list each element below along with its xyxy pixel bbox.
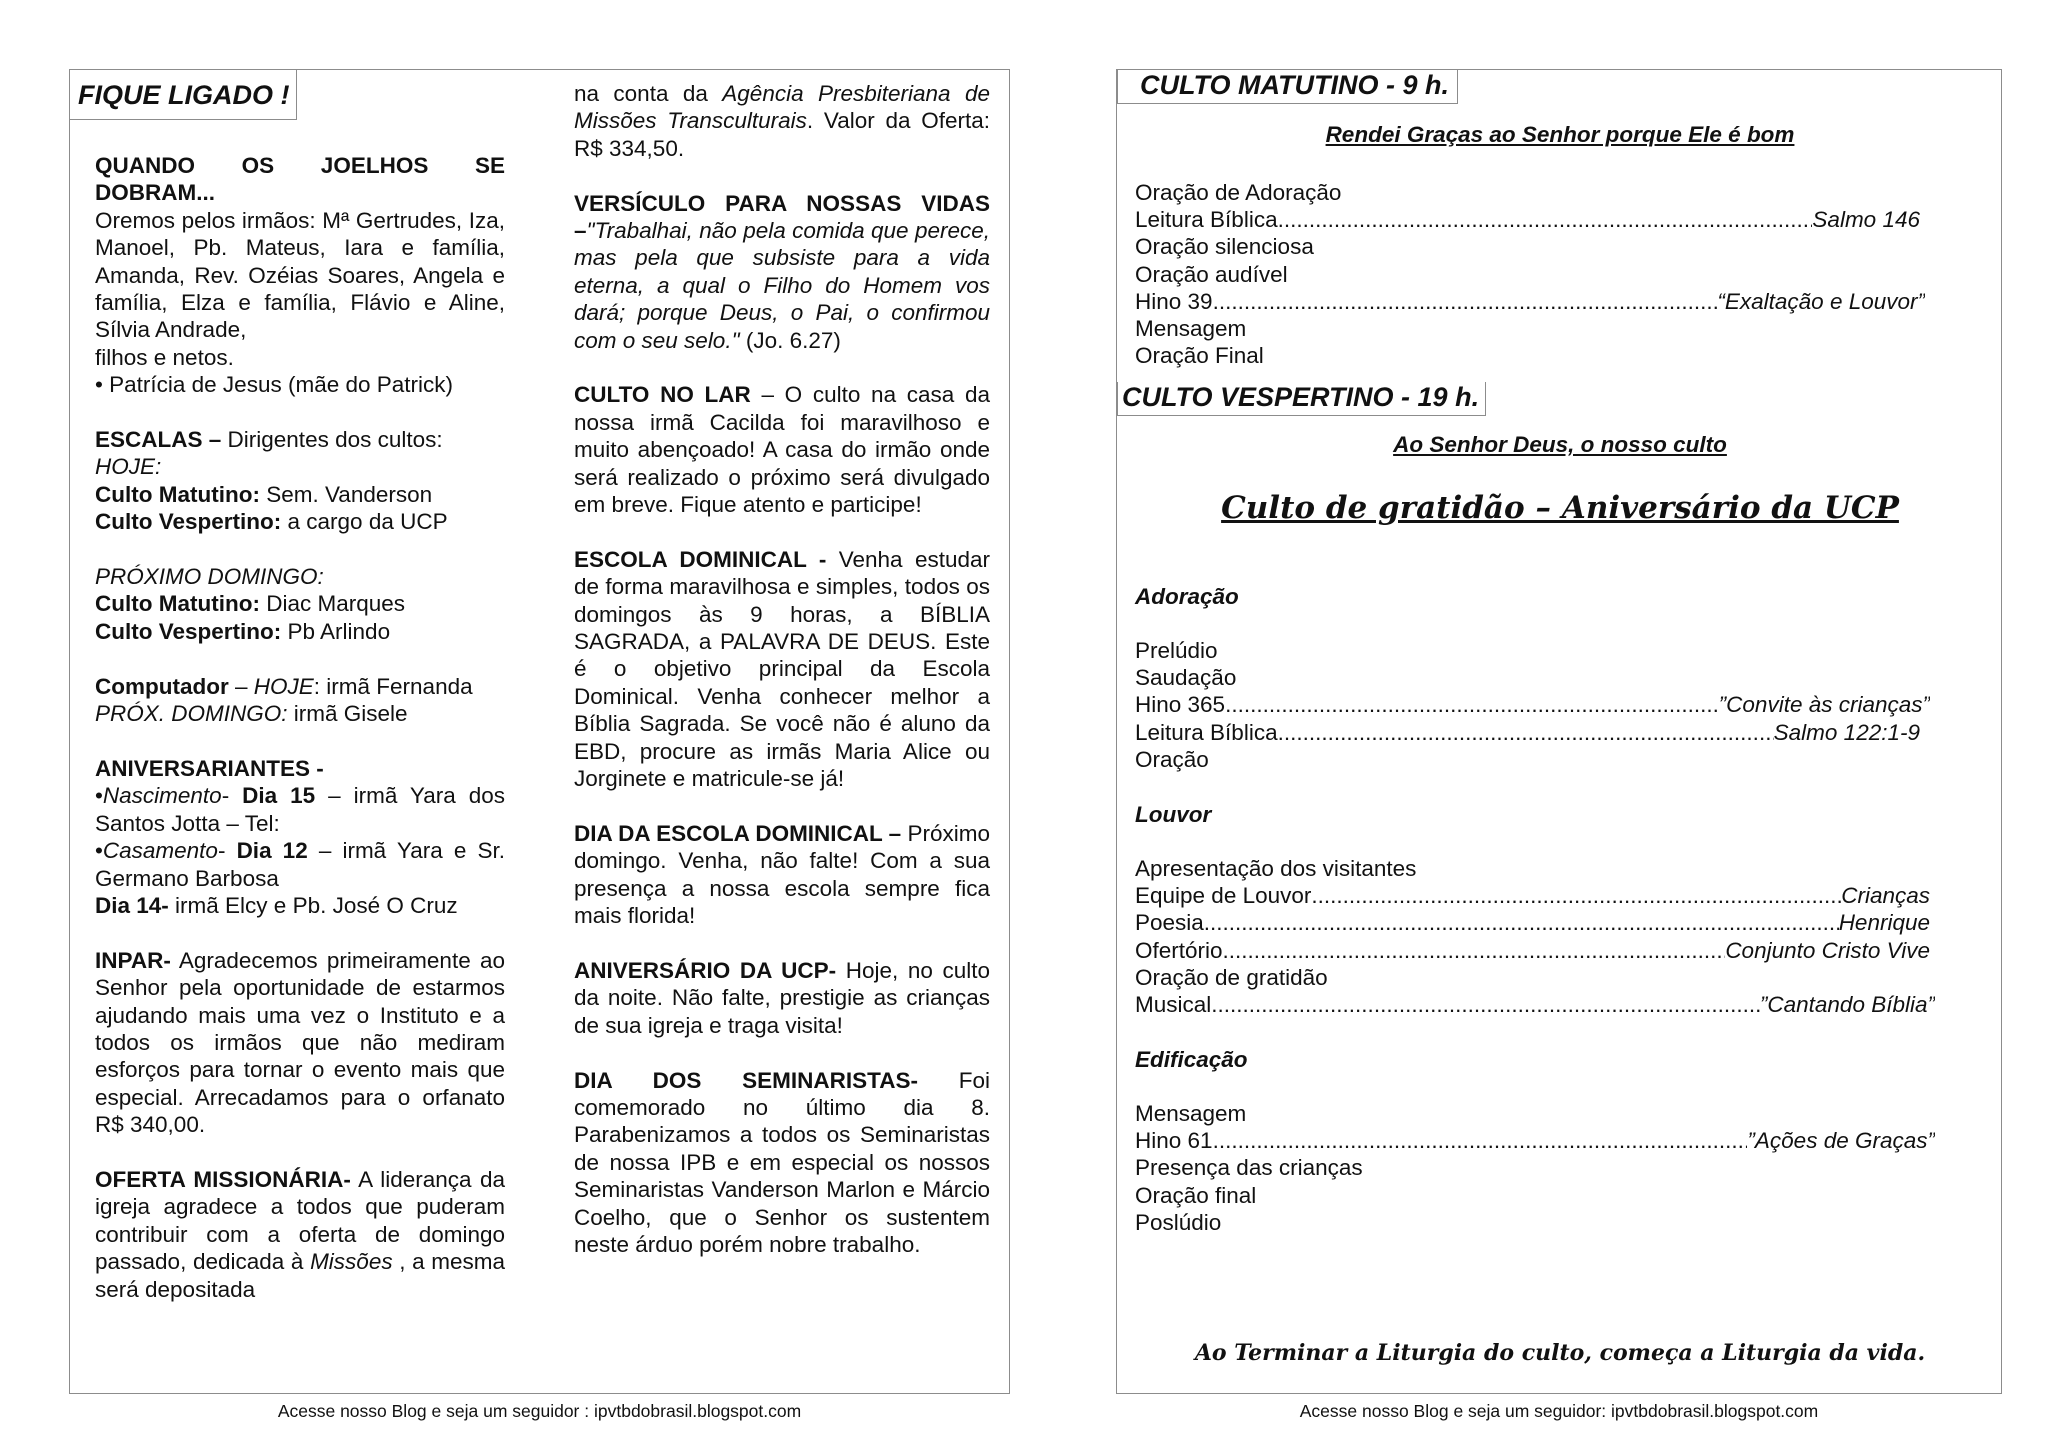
liturgy-item bbox=[1135, 1209, 1945, 1236]
liturgy-item-label: Hino 61 bbox=[1135, 1128, 1213, 1154]
left-column-2 bbox=[574, 80, 990, 1258]
liturgy-item-value: ”Cantando Bíblia” bbox=[1759, 992, 1935, 1018]
seminaristas-text: Foi comemorado no último dia 8. Parabenizamos a todos os Seminaristas de nossa IPB e em especial os nossos Seminaristas Vanderson Marlon e Márcio Coelho, que o Senhor os sustentem neste árduo porém nobre trabalho. bbox=[574, 1067, 990, 1257]
oferta-title: OFERTA MISSIONÁRIA- bbox=[95, 1166, 351, 1192]
liturgy-item bbox=[1135, 937, 1930, 964]
left-footer: Acesse nosso Blog e seja um seguidor : ipvtbdobrasil.blogspot.com bbox=[277, 1401, 802, 1421]
aniversariantes-title: ANIVERSARIANTES - bbox=[95, 755, 324, 781]
leader-dots bbox=[1311, 882, 1841, 909]
oferta-cont2: . Valor da Oferta: R$ 334,50. bbox=[574, 108, 990, 161]
vespertino-subtitle: Ao Senhor Deus, o nosso culto bbox=[1393, 432, 1727, 457]
dia-escola-text: Próximo domingo. Venha, não falte! Com a sua presença a nossa escola sempre fica mais florida! bbox=[574, 820, 990, 929]
leader-dots bbox=[1278, 719, 1774, 746]
liturgy-item bbox=[1135, 233, 1945, 260]
liturgy-item-label: Presença das crianças bbox=[1135, 1155, 1363, 1181]
culto-lar-text: – O culto na casa da nossa irmã Cacilda foi maravilhoso e muito abençoado! A casa do irmão onde será realizado o próximo será divulgado em breve. Fique atento e participe! bbox=[574, 382, 991, 518]
versiculo-ref: (Jo. 6.27) bbox=[739, 327, 841, 353]
liturgy-item-label: Oração de Adoração bbox=[1135, 180, 1342, 205]
liturgy-item-value: ”Convite às crianças” bbox=[1718, 692, 1930, 718]
liturgy-item bbox=[1135, 342, 1945, 369]
leader-dots bbox=[1213, 1127, 1748, 1154]
right-panel bbox=[1116, 69, 2002, 1394]
joelhos-title: QUANDO OS JOELHOS SE DOBRAM... bbox=[95, 153, 505, 206]
liturgy-item bbox=[1135, 746, 1945, 773]
seminaristas-title: DIA DOS SEMINARISTAS- bbox=[574, 1067, 918, 1093]
vespertino-prox: Pb Arlindo bbox=[281, 618, 391, 644]
dia-escola-title: DIA DA ESCOLA DOMINICAL – bbox=[574, 820, 902, 846]
liturgy-item-value: Salmo 122:1-9 bbox=[1773, 719, 1920, 745]
oferta-missoes: Missões bbox=[310, 1249, 393, 1275]
liturgy-item-label: Oração Final bbox=[1135, 343, 1264, 369]
versiculo-title: VERSÍCULO PARA NOSSAS VIDAS – bbox=[574, 190, 990, 244]
ucp-text: Hoje, no culto da noite. Não falte, prestigie as crianças de sua igreja e traga visita! bbox=[574, 957, 990, 1038]
liturgy-item-label: Hino 365 bbox=[1135, 692, 1226, 718]
liturgy-item bbox=[1135, 664, 1945, 691]
cas-day: Dia 12 bbox=[236, 838, 308, 864]
liturgy-item bbox=[1135, 637, 1945, 664]
computador-hoje-rest: : irmã Fernanda bbox=[313, 673, 473, 699]
liturgy-item-label: Musical bbox=[1135, 992, 1212, 1018]
liturgy-item-label: Oração silenciosa bbox=[1135, 234, 1314, 260]
liturgy-item bbox=[1135, 991, 1935, 1018]
d14: Dia 14- bbox=[95, 892, 169, 918]
nasc-day: Dia 15 bbox=[242, 783, 316, 809]
leader-dots bbox=[1223, 937, 1726, 964]
liturgy-item-label: Poesia bbox=[1135, 910, 1204, 936]
closing-quote: Ao Terminar a Liturgia do culto, começa a Liturgia da vida. bbox=[1194, 1340, 1926, 1366]
liturgy-item-label: Apresentação dos visitantes bbox=[1135, 856, 1417, 881]
edificacao-list bbox=[1135, 1100, 1945, 1236]
vespertino-label-prox: Culto Vespertino: bbox=[95, 618, 282, 644]
inpar-title: INPAR- bbox=[95, 947, 171, 973]
nasc-rest: – irmã Yara dos Santos Jotta – Tel: bbox=[95, 783, 506, 836]
left-column-1: QUANDO OS JOELHOS SE DOBRAM... Oremos pelos irmãos: Mª Gertrudes, Iza, Manoel, Pb. Mateus, Iara e família, Amanda, Rev. Ozéias Soares, Angela e família, Elza e família, Flávio e Aline, Sílvia Andrade, filhos e netos. • Patrícia de Jesus (mãe do Patrick) ESCALAS – Dirigentes dos cultos: HOJE: Culto Matutino: Sem. Vanderson Culto Vespertino: a cargo da UCP PRÓXIMO DOMINGO: Culto Matutino: Diac Marques Culto Vespertino: Pb Arlindo Computador – HOJE: irmã Fernanda PRÓX. DOMINGO: irmã Gisele ANIVERSARIANTES - •Nascimento- Dia 15 – irmã Yara dos Santos Jotta – Tel: •Casamento- Dia 12 – irmã Yara e Sr. Germano Barbosa Dia 14- irmã Elcy e Pb. José O Cruz INPAR- Agradecemos primeiramente ao Senhor pela oportunidade de estarmos ajudando mais uma vez o Instituto e a todos os irmãos que não mediram esforços para tornar o evento mais que especial. Arrecadamos para o orfanato R$ 340,00. OFERTA MISSIONÁRIA- A liderança da igreja agradece a todos que puderam contribuir com a oferta de domingo passado, dedicada à Missões , a mesma será depositada bbox=[95, 153, 506, 1302]
d14-rest: irmã Elcy e Pb. José O Cruz bbox=[168, 892, 458, 918]
liturgy-item-label: Saudação bbox=[1135, 665, 1237, 691]
inpar-text: Agradecemos primeiramente ao Senhor pela oportunidade de estarmos ajudando mais uma vez o Instituto e a todos os irmãos que não mediram esforços para tornar o evento mais que especial. Arrecadamos para o orfanato R$ 340,00. bbox=[95, 947, 505, 1138]
nasc-label: Nascimento bbox=[102, 783, 222, 809]
leader-dots bbox=[1278, 206, 1813, 233]
vespertino-label: Culto Vespertino: bbox=[95, 509, 282, 535]
liturgy-item-value: Henrique bbox=[1838, 910, 1930, 936]
right-footer: Acesse nosso Blog e seja um seguidor: ipvtbdobrasil.blogspot.com bbox=[1299, 1401, 1819, 1421]
ucp-title: ANIVERSÁRIO DA UCP- bbox=[574, 957, 837, 983]
computador-hoje: HOJE bbox=[253, 673, 314, 699]
escola-title: ESCOLA DOMINICAL - bbox=[574, 546, 827, 572]
liturgy-item bbox=[1135, 882, 1930, 909]
computador-prox: PRÓX. DOMINGO: bbox=[95, 701, 288, 727]
liturgy-item bbox=[1135, 288, 1925, 315]
liturgy-item bbox=[1135, 691, 1930, 718]
versiculo-quote: "Trabalhai, não pela comida que perece, mas pela que subsiste para a vida eterna, a qual o Filho do Homem vos dará; porque Deus, o Pai, o confirmou com o seu selo." bbox=[574, 218, 990, 353]
liturgy-item bbox=[1135, 206, 1920, 233]
fique-ligado-header: FIQUE LIGADO ! bbox=[70, 70, 297, 120]
leader-dots bbox=[1211, 991, 1760, 1018]
liturgy-item-label: Mensagem bbox=[1135, 316, 1247, 342]
joelhos-text2: filhos e netos. bbox=[95, 344, 234, 370]
liturgy-item-value: Conjunto Cristo Vive bbox=[1725, 937, 1930, 963]
oferta-text: A liderança da igreja agradece a todos que puderam contribuir com a oferta de domingo passado, dedicada à bbox=[95, 1166, 505, 1275]
liturgy-item-label: Ofertório bbox=[1135, 937, 1223, 963]
left-panel bbox=[69, 69, 1010, 1394]
matutino-subtitle: Rendei Graças ao Senhor porque Ele é bom bbox=[1325, 122, 1795, 147]
vespertino-hoje: a cargo da UCP bbox=[281, 509, 448, 535]
liturgy-item-label: Leitura Bíblica bbox=[1135, 207, 1278, 233]
cas-label: Casamento bbox=[102, 838, 218, 864]
matutino-label: Culto Matutino: bbox=[95, 481, 260, 507]
matutino-prox: Diac Marques bbox=[259, 591, 406, 617]
escalas-title-rest: Dirigentes dos cultos: bbox=[221, 427, 443, 453]
nasc-bullet: • bbox=[95, 783, 103, 809]
leader-dots bbox=[1204, 909, 1839, 936]
leader-dots bbox=[1225, 691, 1719, 718]
edificacao-title: Edificação bbox=[1135, 1047, 1248, 1072]
cas-rest: – irmã Yara e Sr. Germano Barbosa bbox=[95, 838, 505, 891]
oferta-cont1: na conta da bbox=[574, 81, 723, 106]
leader-dots bbox=[1213, 288, 1718, 315]
escalas-title: ESCALAS – bbox=[95, 427, 222, 453]
liturgy-item bbox=[1135, 964, 1945, 991]
matutino-header: CULTO MATUTINO - 9 h. bbox=[1117, 70, 1458, 104]
liturgy-item-label: Mensagem bbox=[1135, 1101, 1247, 1126]
escola-text: Venha estudar de forma maravilhosa e simples, todos os domingos às 9 horas, a BÍBLIA SAGRADA, a PALAVRA DE DEUS. Este é o objetivo principal da Escola Dominical. Venha conhecer melhor a Bíblia Sagrada. Se você não é aluno da EBD, procure as irmãs Maria Alice ou Jorginete e matricule-se já! bbox=[574, 546, 990, 792]
liturgy-item-value: ”Ações de Graças” bbox=[1747, 1128, 1935, 1154]
liturgy-item bbox=[1135, 179, 1945, 206]
liturgy-item-label: Oração final bbox=[1135, 1182, 1257, 1208]
matutino-list bbox=[1135, 179, 1945, 369]
liturgy-item-label: Prelúdio bbox=[1135, 638, 1218, 663]
liturgy-item bbox=[1135, 315, 1945, 342]
vespertino-header: CULTO VESPERTINO - 19 h. bbox=[1117, 382, 1486, 416]
matutino-label-prox: Culto Matutino: bbox=[95, 591, 260, 617]
oferta-agencia: Agência Presbiteriana de Missões Transculturais bbox=[574, 81, 990, 134]
louvor-list bbox=[1135, 855, 1945, 1018]
adoracao-list bbox=[1135, 637, 1945, 773]
matutino-hoje: Sem. Vanderson bbox=[259, 481, 433, 507]
computador-prox-rest: irmã Gisele bbox=[287, 701, 408, 727]
joelhos-bullet: • Patrícia de Jesus (mãe do Patrick) bbox=[95, 372, 454, 398]
oferta-text2: , a mesma será depositada bbox=[95, 1249, 506, 1302]
liturgy-item-label: Equipe de Louvor bbox=[1135, 883, 1312, 909]
cas-bullet: • bbox=[95, 838, 103, 864]
liturgy-item bbox=[1135, 1182, 1945, 1209]
liturgy-item bbox=[1135, 1154, 1945, 1181]
liturgy-item-label: Oração bbox=[1135, 746, 1209, 772]
liturgy-item-value: Salmo 146 bbox=[1812, 207, 1920, 233]
special-title: Culto de gratidão – Aniversário da UCP bbox=[1221, 490, 1899, 526]
liturgy-item-label: Leitura Bíblica bbox=[1135, 719, 1278, 745]
computador-sep: – bbox=[228, 673, 254, 699]
liturgy-item bbox=[1135, 261, 1945, 288]
escalas-hoje: HOJE: bbox=[95, 454, 162, 480]
liturgy-item bbox=[1135, 909, 1930, 936]
louvor-title: Louvor bbox=[1135, 802, 1212, 827]
liturgy-item bbox=[1135, 1100, 1945, 1127]
liturgy-item-label: Oração de gratidão bbox=[1135, 964, 1328, 990]
escalas-proximo: PRÓXIMO DOMINGO: bbox=[95, 564, 324, 590]
liturgy-item-label: Oração audível bbox=[1135, 261, 1288, 287]
liturgy-item bbox=[1135, 1127, 1935, 1154]
joelhos-text: Oremos pelos irmãos: Mª Gertrudes, Iza, Manoel, Pb. Mateus, Iara e família, Amanda, Rev. Ozéias Soares, Angela e família, Elza e família, Flávio e Aline, Sílvia Andrade, bbox=[95, 207, 505, 343]
liturgy-item bbox=[1135, 719, 1920, 746]
liturgy-item-value: “Exaltação e Louvor” bbox=[1717, 288, 1925, 314]
liturgy-item-label: Poslúdio bbox=[1135, 1209, 1222, 1235]
liturgy-item-value: Crianças bbox=[1841, 883, 1930, 909]
liturgy-item bbox=[1135, 855, 1945, 882]
computador-label: Computador bbox=[95, 673, 229, 699]
culto-lar-title: CULTO NO LAR bbox=[574, 382, 751, 408]
liturgy-item-label: Hino 39 bbox=[1135, 288, 1213, 314]
adoracao-title: Adoração bbox=[1135, 584, 1239, 609]
